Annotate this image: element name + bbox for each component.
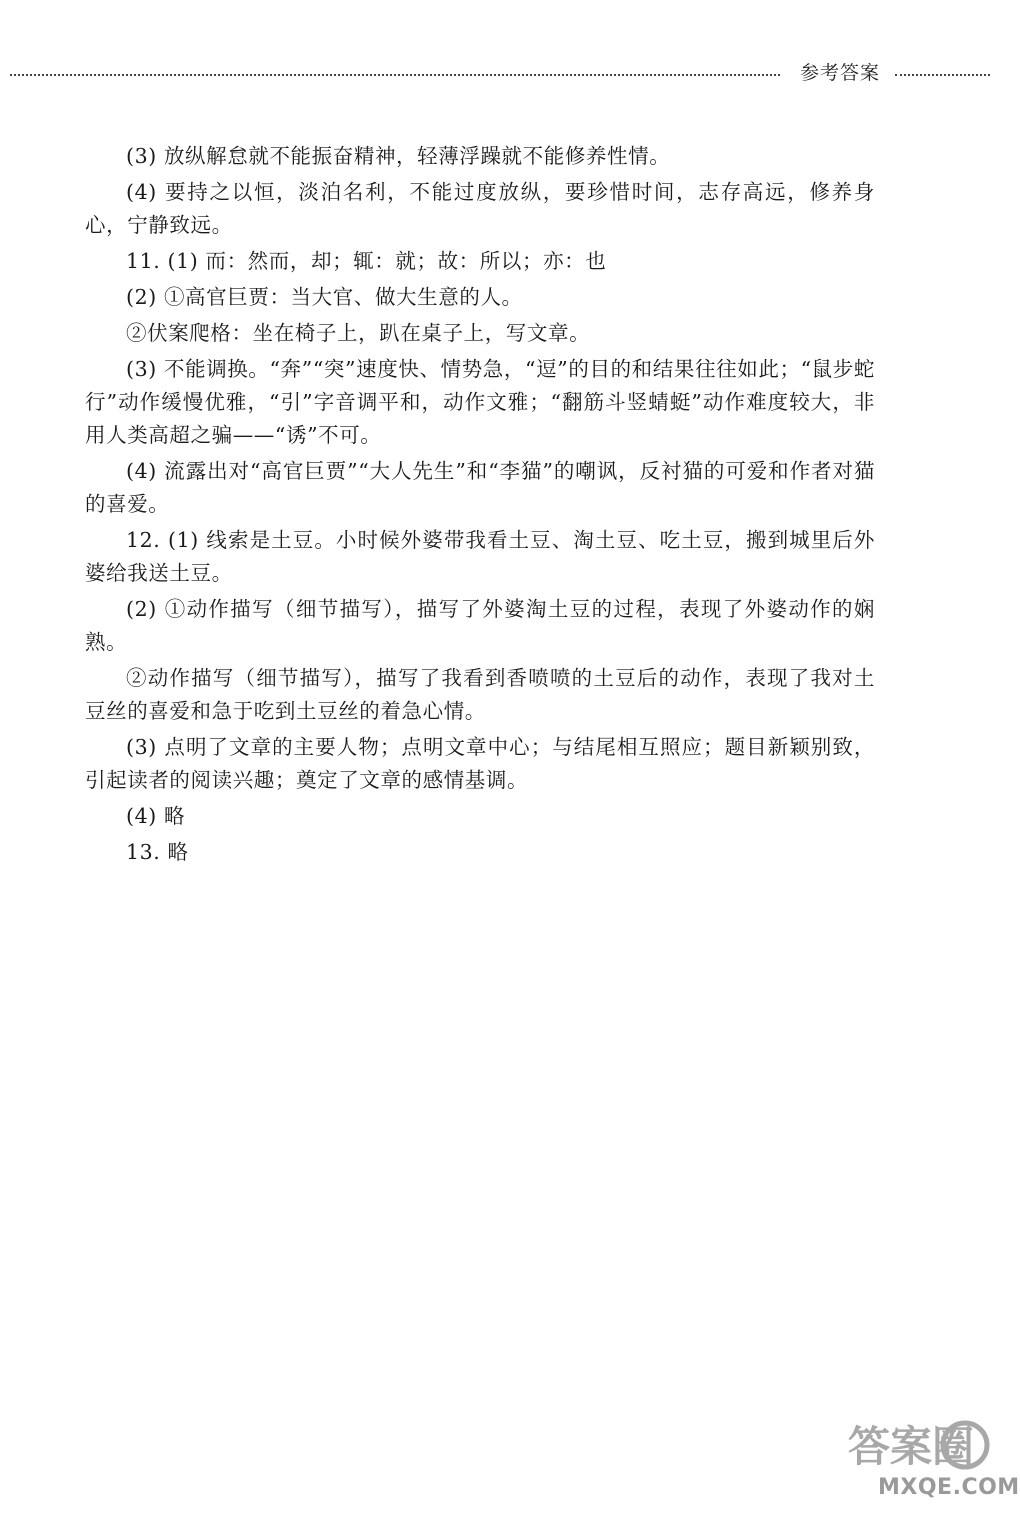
- answer-10-4: (4) 要持之以恒，淡泊名利，不能过度放纵，要珍惜时间，志存高远，修养身心，宁静致远。: [85, 180, 875, 237]
- answer-11-2a: (2) ①高官巨贾：当大官、做大生意的人。: [126, 285, 523, 309]
- watermark-logo-icon: [840, 1415, 990, 1475]
- header-title: 参考答案: [800, 62, 881, 84]
- answer-10-3: (3) 放纵解怠就不能振奋精神，轻薄浮躁就不能修养性情。: [126, 144, 671, 168]
- answer-11-3: (3) 不能调换。“奔”“突”速度快、情势急，“逗”的目的和结果往往如此；“鼠步蛇行”动作缓慢优雅，“引”字音调平和，动作文雅；“翻筋斗竖蜻蜓”动作难度较大，非用人类高超之骗——“诱”不可。: [85, 357, 875, 447]
- header-dotted-rule-right: [895, 74, 990, 76]
- answer-12-4: (4) 略: [126, 804, 186, 828]
- header-dotted-rule-left: [10, 74, 780, 76]
- watermark-url: MXQE.COM: [878, 1475, 1020, 1500]
- answer-11-4: (4) 流露出对“高官巨贾”“大人先生”和“李猫”的嘲讽，反衬猫的可爱和作者对猫的喜爱。: [85, 459, 875, 516]
- answer-12-1: 12. (1) 线索是土豆。小时候外婆带我看土豆、淘土豆、吃土豆，搬到城里后外婆给我送土豆。: [85, 528, 875, 585]
- answer-11-1: 11. (1) 而：然而，却；辄：就；故：所以；亦：也: [126, 249, 607, 273]
- page-header: [0, 58, 1000, 94]
- answer-12-2b: ②动作描写（细节描写），描写了我看到香喷喷的土豆后的动作，表现了我对土豆丝的喜爱和急于吃到土豆丝的着急心情。: [85, 666, 875, 723]
- answer-12-3: (3) 点明了文章的主要人物；点明文章中心；与结尾相互照应；题目新颖别致，引起读者的阅读兴趣；奠定了文章的感情基调。: [85, 735, 875, 792]
- answer-content: [85, 140, 875, 872]
- answer-13: 13. 略: [126, 840, 189, 864]
- answer-11-2b: ②伏案爬格：坐在椅子上，趴在桌子上，写文章。: [126, 321, 591, 345]
- answer-12-2a: (2) ①动作描写（细节描写），描写了外婆淘土豆的过程，表现了外婆动作的娴熟。: [85, 597, 875, 654]
- watermark-logo-text: 答案圈: [848, 1422, 975, 1471]
- watermark: [840, 1415, 1020, 1505]
